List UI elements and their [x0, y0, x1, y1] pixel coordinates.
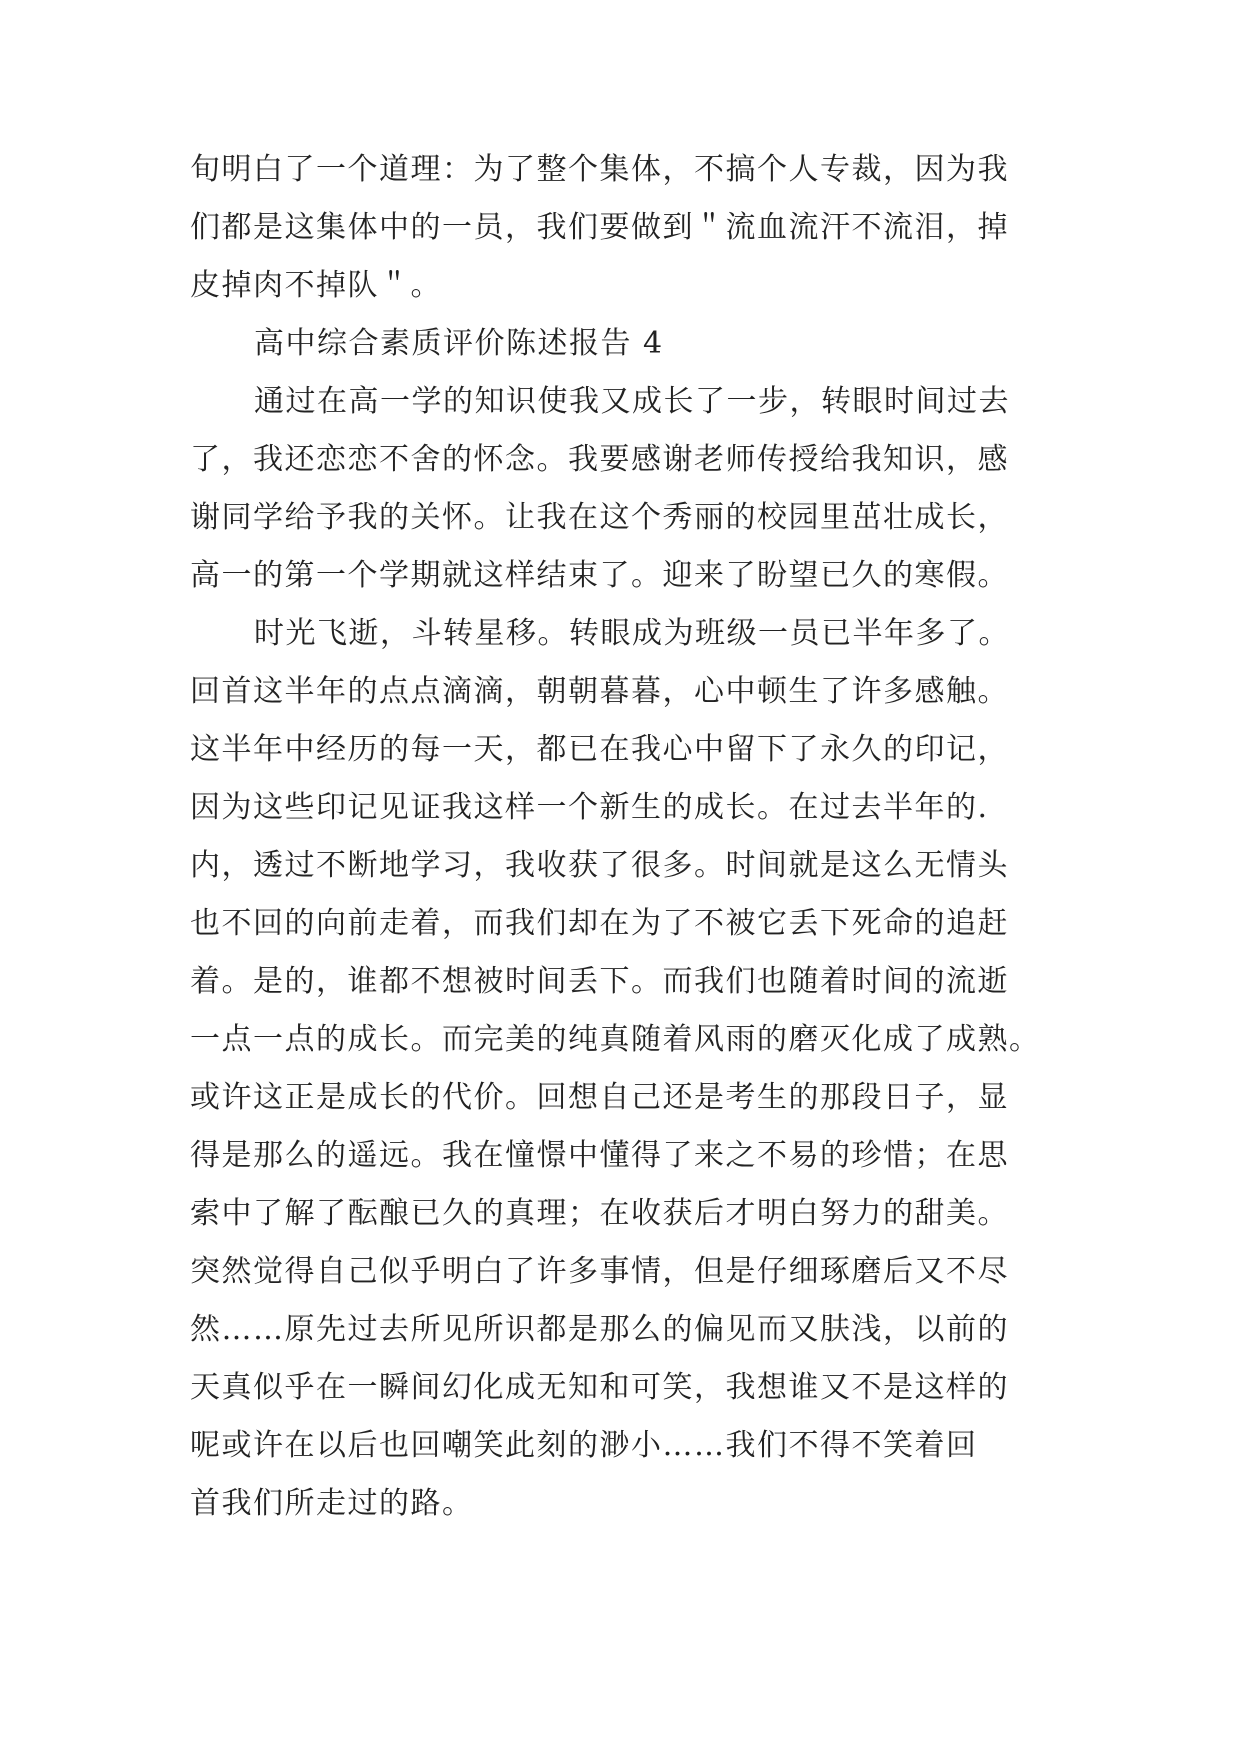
- text-line: 旬明白了一个道理：为了整个集体，不搞个人专裁，因为我: [190, 152, 1009, 187]
- text-line: 内，透过不断地学习，我收获了很多。时间就是这么无情头: [190, 848, 1009, 883]
- text-line: 呢或许在以后也回嘲笑此刻的渺小……我们不得不笑着回: [190, 1428, 978, 1463]
- text-line: 然……原先过去所见所识都是那么的偏见而又肤浅，以前的: [190, 1312, 1009, 1347]
- text-line: 得是那么的遥远。我在憧憬中懂得了来之不易的珍惜；在思: [190, 1138, 1009, 1173]
- text-line: 皮掉肉不掉队＂。: [190, 268, 442, 303]
- text-line: 因为这些印记见证我这样一个新生的成长。在过去半年的.: [190, 790, 989, 825]
- text-line: 回首这半年的点点滴滴，朝朝暮暮，心中顿生了许多感触。: [190, 674, 1009, 709]
- text-line: 一点一点的成长。而完美的纯真随着风雨的磨灭化成了成熟。: [190, 1022, 1041, 1057]
- text-line: 也不回的向前走着，而我们却在为了不被它丢下死命的追赶: [190, 906, 1009, 941]
- text-line: 天真似乎在一瞬间幻化成无知和可笑，我想谁又不是这样的: [190, 1370, 1009, 1405]
- text-line: 着。是的，谁都不想被时间丢下。而我们也随着时间的流逝: [190, 964, 1009, 999]
- text-line: 或许这正是成长的代价。回想自己还是考生的那段日子，显: [190, 1080, 1009, 1115]
- text-line: 时光飞逝，斗转星移。转眼成为班级一员已半年多了。: [254, 616, 1010, 651]
- text-line: 首我们所走过的路。: [190, 1486, 474, 1521]
- text-line: 高一的第一个学期就这样结束了。迎来了盼望已久的寒假。: [190, 558, 1009, 593]
- text-line: 索中了解了酝酿已久的真理；在收获后才明白努力的甜美。: [190, 1196, 1009, 1231]
- text-line: 突然觉得自己似乎明白了许多事情，但是仔细琢磨后又不尽: [190, 1254, 1009, 1289]
- text-line: 通过在高一学的知识使我又成长了一步，转眼时间过去: [254, 384, 1010, 419]
- text-line: 了，我还恋恋不舍的怀念。我要感谢老师传授给我知识，感: [190, 442, 1009, 477]
- text-line: 们都是这集体中的一员，我们要做到＂流血流汗不流泪，掉: [190, 210, 1009, 245]
- section-title: 高中综合素质评价陈述报告 4: [254, 326, 664, 361]
- text-line: 这半年中经历的每一天，都已在我心中留下了永久的印记，: [190, 732, 1009, 767]
- text-line: 谢同学给予我的关怀。让我在这个秀丽的校园里茁壮成长，: [190, 500, 1009, 535]
